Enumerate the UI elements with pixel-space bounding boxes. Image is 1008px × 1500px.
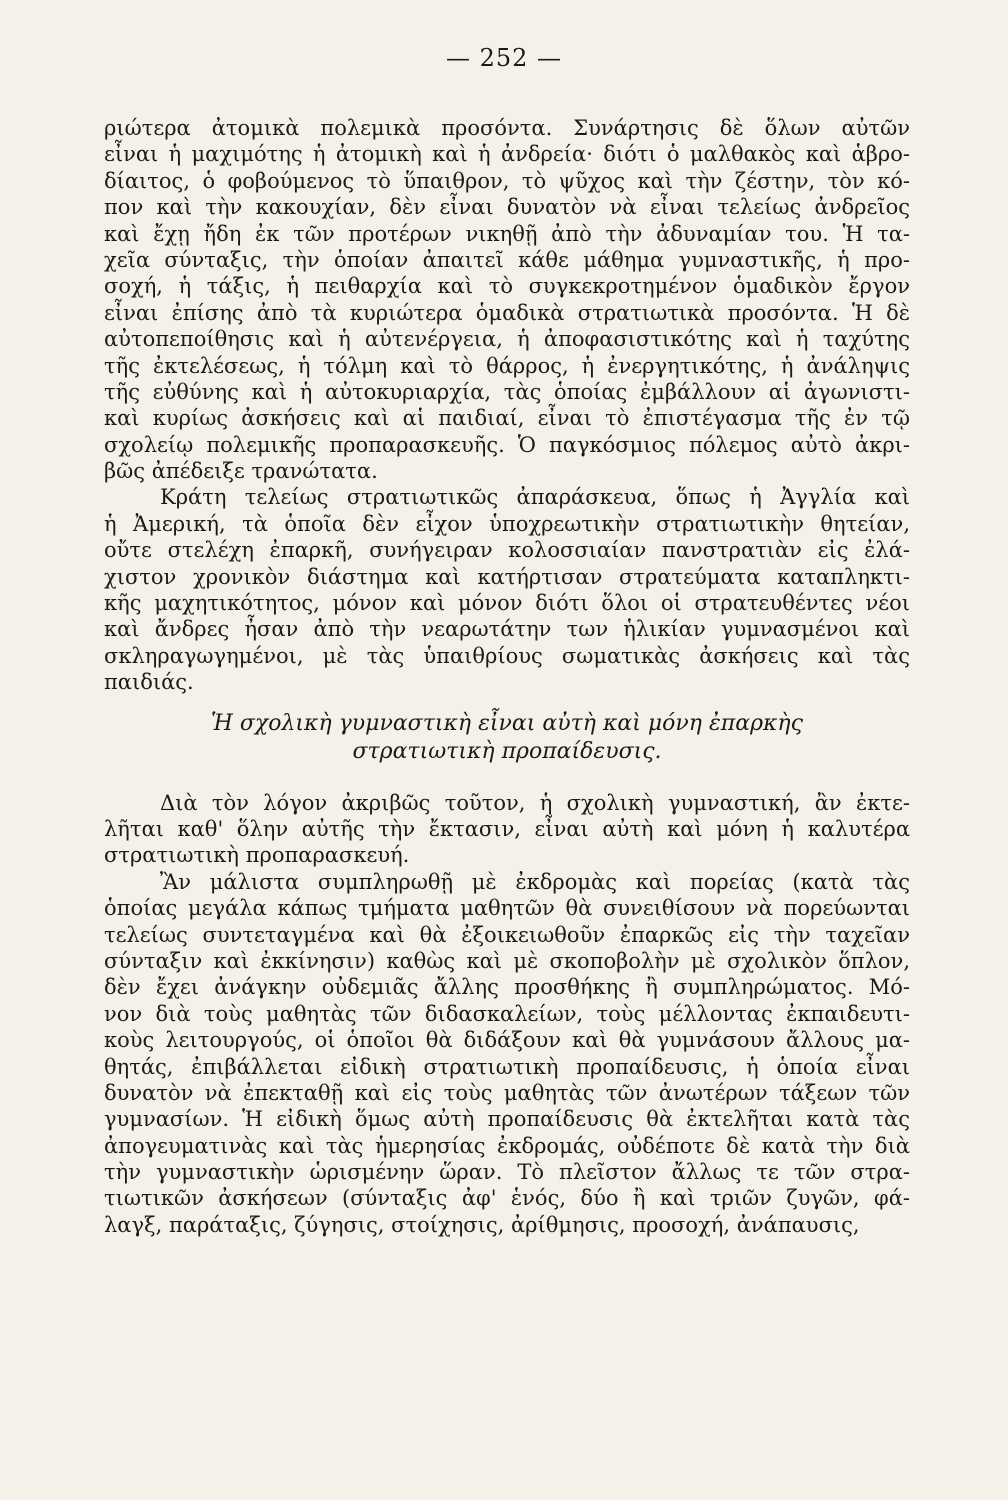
text-line: τιωτικῶν ἀσκήσεων (σύνταξις ἀφ' ἑνός, δύο ἢ καὶ τριῶν ζυγῶν, φά-	[104, 1186, 910, 1211]
text-line: τῆς ἐκτελέσεως, ἡ τόλμη καὶ τὸ θάρρος, ἡ ἐνεργητικότης, ἡ ἀνάληψις	[104, 353, 910, 378]
text-line: λῆται καθ' ὅλην αὐτῆς τὴν ἔκτασιν, εἶναι αὐτὴ καὶ μόνη ἡ καλυτέρα	[104, 816, 910, 841]
paragraphs-before-heading	[104, 115, 910, 696]
text-line: αὐτοπεποίθησις καὶ ἡ αὐτενέργεια, ἡ ἀποφασιστικότης καὶ ἡ ταχύτης	[104, 327, 910, 352]
text-line: λαγξ, παράταξις, ζύγησις, στοίχησις, ἀρίθμησις, προσοχή, ἀνάπαυσις,	[104, 1212, 860, 1237]
page-number: — 252 —	[445, 44, 563, 72]
paragraph	[104, 115, 910, 484]
text-line: εἶναι ἐπίσης ἀπὸ τὰ κυριώτερα ὁμαδικὰ στρατιωτικὰ προσόντα. Ἡ δὲ	[104, 300, 910, 325]
text-line: χεῖα σύνταξις, τὴν ὁποίαν ἀπαιτεῖ κάθε μάθημα γυμναστικῆς, ἡ προ-	[104, 247, 910, 272]
text-line: ἀπογευματινὰς καὶ τὰς ἡμερησίας ἐκδρομάς, οὐδέποτε δὲ κατὰ τὴν διὰ	[104, 1133, 910, 1158]
text-line: οὔτε στελέχη ἐπαρκῆ, συνήγειραν κολοσσιαίαν πανστρατιὰν εἰς ἐλά-	[104, 538, 910, 563]
text-line: σοχή, ἡ τάξις, ἡ πειθαρχία καὶ τὸ συγκεκροτημένον ὁμαδικὸν ἔργον	[104, 274, 910, 299]
text-line: θητάς, ἐπιβάλλεται εἰδικὴ στρατιωτικὴ προπαίδευσις, ἡ ὁποία εἶναι	[104, 1054, 910, 1079]
text-line: τῆς εὐθύνης καὶ ἡ αὐτοκυριαρχία, τὰς ὁποίας ἐμβάλλουν αἱ ἀγωνιστι-	[104, 379, 910, 404]
text-line: Διὰ τὸν λόγον ἀκριβῶς τοῦτον, ἡ σχολικὴ γυμναστική, ἂν ἐκτε-	[160, 790, 910, 815]
text-line: καὶ κυρίως ἀσκήσεις καὶ αἱ παιδιαί, εἶναι τὸ ἐπιστέγασμα τῆς ἐν τῷ	[104, 406, 910, 431]
text-line: ὁποίας μεγάλα κάπως τμήματα μαθητῶν θὰ συνειθίσουν νὰ πορεύωνται	[104, 896, 910, 921]
text-line: τὴν γυμναστικὴν ὡρισμένην ὥραν. Τὸ πλεῖστον ἄλλως τε τῶν στρα-	[104, 1160, 910, 1185]
text-line: σκληραγωγημένοι, μὲ τὰς ὑπαιθρίους σωματικὰς ἀσκήσεις καὶ τὰς	[104, 643, 910, 668]
text-line: παιδιάς.	[104, 670, 194, 695]
text-line: βῶς ἀπέδειξε τρανώτατα.	[104, 459, 378, 484]
text-line: κῆς μαχητικότητος, μόνον καὶ μόνον διότι ὅλοι οἱ στρατευθέντες νέοι	[104, 591, 910, 616]
section-heading-line-1: Ἡ σχολικὴ γυμναστικὴ εἶναι αὐτὴ καὶ μόνη ἐπαρκὴς	[211, 710, 803, 736]
text-line: ριώτερα ἀτομικὰ πολεμικὰ προσόντα. Συνάρτησις δὲ ὅλων αὐτῶν	[104, 116, 910, 140]
text-line: στρατιωτικὴ προπαρασκευή.	[104, 843, 410, 868]
text-line: καὶ ἔχῃ ἤδη ἐκ τῶν προτέρων νικηθῇ ἀπὸ τὴν ἀδυναμίαν του. Ἡ τα-	[104, 221, 910, 246]
text-line: καὶ ἄνδρες ἦσαν ἀπὸ τὴν νεαρωτάτην των ἡλικίαν γυμνασμένοι καὶ	[104, 617, 910, 642]
text-line: Κράτη τελείως στρατιωτικῶς ἀπαράσκευα, ὅπως ἡ Ἀγγλία καὶ	[160, 485, 910, 510]
paragraphs-after-heading	[104, 790, 910, 1239]
text-line: ἡ Ἀμερική, τὰ ὁποῖα δὲν εἶχον ὑποχρεωτικὴν στρατιωτικὴν θητείαν,	[104, 511, 910, 536]
body-text	[104, 115, 910, 1238]
text-line: κοὺς λειτουργούς, οἱ ὁποῖοι θὰ διδάξουν καὶ θὰ γυμνάσουν ἄλλους μα-	[104, 1028, 910, 1053]
text-line: γυμνασίων. Ἡ εἰδικὴ ὅμως αὐτὴ προπαίδευσις θὰ ἐκτελῆται κατὰ τὰς	[104, 1107, 910, 1132]
text-line: δυνατὸν νὰ ἐπεκταθῇ καὶ εἰς τοὺς μαθητὰς τῶν ἀνωτέρων τάξεων τῶν	[104, 1080, 910, 1105]
paragraph	[104, 790, 910, 869]
text-line: εἶναι ἡ μαχιμότης ἡ ἀτομικὴ καὶ ἡ ἀνδρεία· διότι ὁ μαλθακὸς καὶ ἁβρο-	[104, 142, 910, 167]
text-line: πον καὶ τὴν κακουχίαν, δὲν εἶναι δυνατὸν νὰ εἶναι τελείως ἀνδρεῖος	[104, 195, 910, 220]
text-line: δίαιτος, ὁ φοβούμενος τὸ ὕπαιθρον, τὸ ψῦχος καὶ τὴν ζέστην, τὸν κό-	[104, 168, 910, 193]
text-line: σχολείῳ πολεμικῆς προπαρασκευῆς. Ὁ παγκόσμιος πόλεμος αὐτὸ ἀκρι-	[104, 432, 910, 457]
text-line: χιστον χρονικὸν διάστημα καὶ κατήρτισαν στρατεύματα καταπληκτι-	[104, 564, 910, 589]
paragraph	[104, 484, 910, 695]
text-line: τελείως συντεταγμένα καὶ θὰ ἐξοικειωθοῦν ἐπαρκῶς εἰς τὴν ταχεῖαν	[104, 922, 910, 947]
text-line: νον διὰ τοὺς μαθητὰς τῶν διδασκαλείων, τοὺς μέλλοντας ἐκπαιδευτι-	[104, 1001, 910, 1026]
text-line: σύνταξιν καὶ ἐκκίνησιν) καθὼς καὶ μὲ σκοποβολὴν μὲ σχολικὸν ὅπλον,	[104, 948, 910, 973]
section-heading-line-2: στρατιωτικὴ προπαίδευσις.	[352, 738, 662, 764]
text-line: δὲν ἔχει ἀνάγκην οὐδεμιᾶς ἄλλης προσθήκης ἢ συμπληρώματος. Μό-	[104, 975, 910, 1000]
text-line: Ἂν μάλιστα συμπληρωθῇ μὲ ἐκδρομὰς καὶ πορείας (κατὰ τὰς	[160, 869, 910, 894]
paragraph	[104, 869, 910, 1238]
